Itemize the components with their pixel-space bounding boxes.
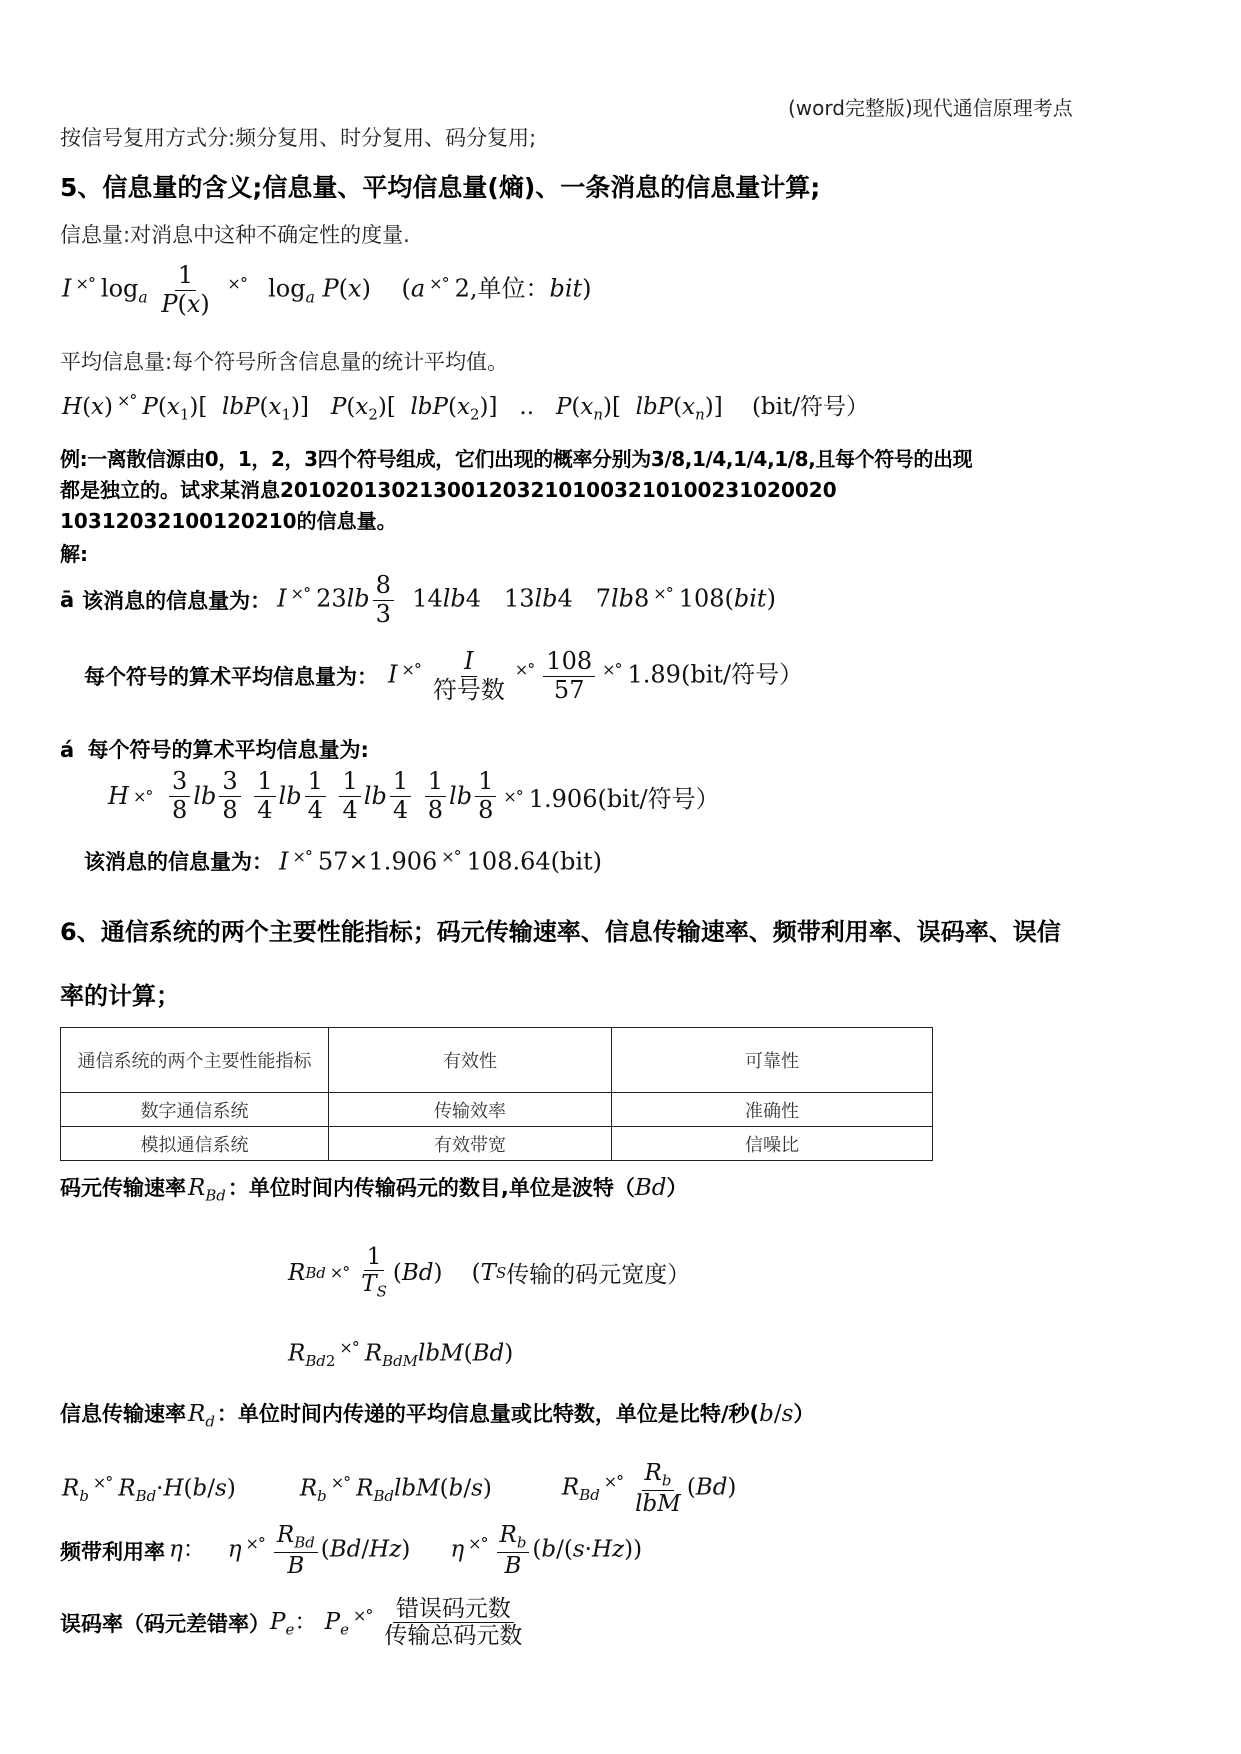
table-header-cell: 通信系统的两个主要性能指标 [61,1028,329,1093]
example-line-1: 例:一离散信源由0，1，2，3四个符号组成，它们出现的概率分别为3/8,1/4,1/4,1/8,且每个符号的出现 [60,447,973,471]
performance-table [60,1027,933,1161]
table-header-cell: 可靠性 [612,1028,933,1093]
ts-note: 传输的码元宽度） [506,1262,691,1289]
avg-arith-unit: (bit/符号） [680,660,804,689]
info-definition: 信息量:对消息中这种不确定性的度量. [60,223,410,247]
formula-unit-text: 2,单位： [454,274,550,303]
section-6-heading-1: 6、通信系统的两个主要性能指标；码元传输速率、信息传输速率、频带利用率、误码率、误信 [60,918,1061,946]
entropy-calc: H ×° $\frac{3}{8}$ lb $\frac{3}{8}$ $\frac{1}{4}$ lb $\frac{1}{4}$ $\frac{1}{4}$ lb $\frac{1}{4}$ $\frac{1}{8}$ lb $\frac{1}{8}$ ×° 1.906(bit/符号） [108,767,720,824]
total-count-label: 传输总码元数 [384,1623,523,1650]
symbol-rate-label: 码元传输速率 [60,1176,186,1200]
step-1-marker: ā [60,588,75,613]
info-rate-label: 信息传输速率 [60,1402,186,1426]
table-cell: 有效带宽 [329,1127,612,1161]
symbol-rate-formula-2: $R_{Bd2}^{\times^\circ}$ $R_{BdM}lbM(Bd)$ [288,1338,514,1371]
example-line-3: 10312032100120210的信息量。 [60,509,397,533]
step-2-line [60,734,369,764]
table-row [61,1093,933,1127]
entropy-result: 1.906(bit/符号） [528,784,720,813]
step-2-label: 每个符号的算术平均信息量为: [87,738,369,762]
table-cell: 模拟通信系统 [61,1127,329,1161]
avg-arith-line: 每个符号的算术平均信息量为： I ×° $\frac{I}{\text{符号数}}$ ×° $\frac{108}{57}$ ×° 1.89(bit/符号） [84,647,804,704]
bandwidth-efficiency-label: 频带利用率 [60,1539,165,1564]
table-cell: 数字通信系统 [61,1093,329,1127]
bandwidth-efficiency-line: 频带利用率 η： η ×° $\frac{R_{Bd}}{B}$ (Bd/Hz) η ×° $\frac{R_b}{B}$ (b/(s·Hz)) [60,1522,643,1579]
entropy-formula: H(x) ×° $P(x_1)$[ $lbP(x_1)$] $P(x_2)$[ $lbP(x_2)$] .. $P(x_n)$[ $lbP(x_n)$] (bit/符号） [62,391,869,424]
info-formula: I ×° $\log_a$ $\frac{1}{P(x)}$ ×° $\log_a P(x)$ (a ×° 2,单位：bit) [62,261,592,318]
info-rate-formulas: $R_b^{\times^\circ}$ $R_{Bd}\cdot H(b/s)$ $R_b^{\times^\circ}$ $R_{Bd}lbM(b/s)$ $R_{Bd}^{\times^\circ}$ $\frac{R_b}{\text{lbM}}$ (Bd) [62,1460,737,1517]
multiplexing-line: 按信号复用方式分:频分复用、时分复用、码分复用; [60,126,537,150]
info-rate-desc: ：单位时间内传递的平均信息量或比特数，单位是比特/秒( [216,1402,760,1426]
page-header: (word完整版)现代通信原理考点 [788,96,1073,120]
table-cell: 准确性 [612,1093,933,1127]
avg-arith-label: 每个符号的算术平均信息量为： [84,665,378,690]
final-info-product: 57×1.906 [317,847,438,876]
symbol-rate-desc: ：单位时间内传输码元的数目,单位是波特（ [227,1176,635,1200]
entropy-unit: (bit/符号） [751,394,869,420]
final-info-result: 108.64(bit) [466,847,603,876]
table-cell: 信噪比 [612,1127,933,1161]
section-6-heading-2: 率的计算； [60,982,180,1010]
symbol-rate-line: 码元传输速率 $R_{Bd}$ ：单位时间内传输码元的数目,单位是波特（ Bd ） [60,1172,687,1205]
table-header-row [61,1028,933,1093]
error-rate-label: 误码率（码元差错率） [60,1611,270,1636]
table-header-cell: 有效性 [329,1028,612,1093]
info-rate-line: 信息传输速率 $R_d$ ：单位时间内传递的平均信息量或比特数，单位是比特/秒( b/s ） [60,1398,814,1431]
step-1-line: ā 该消息的信息量为： I ×° 23lb $\frac{8}{3}$ 14lb4 13lb4 7lb8 ×° 108(bit) [60,571,776,628]
symbol-count-label: 符号数 [432,675,505,704]
example-line-2: 都是独立的。试求某消息2010201302130012032101003210100231020020 [60,478,837,502]
solution-label: 解: [60,542,88,566]
section-5-heading: 5、信息量的含义;信息量、平均信息量(熵)、一条消息的信息量计算; [60,173,821,202]
error-rate-line: 误码率（码元差错率） $P_e$： $P_e^{\times^\circ}$ $\frac{\text{错误码元数}}{\text{传输总码元数}}$ [60,1596,528,1650]
final-info-label: 该消息的信息量为： [84,850,273,874]
step-1-label: 该消息的信息量为： [82,589,272,614]
symbol-rate-formula: R Bd ×° $\frac{1}{T_S}$ ( Bd ) ( T S 传输的码元宽度） [288,1244,691,1302]
avg-info-definition: 平均信息量:每个符号所含信息量的统计平均值。 [60,350,509,374]
step-2-marker: á [60,738,75,762]
table-row [61,1127,933,1161]
final-info-line: 该消息的信息量为： I ×° 57×1.906 ×° 108.64(bit) [84,846,603,876]
error-count-label: 错误码元数 [393,1596,514,1623]
table-cell: 传输效率 [329,1093,612,1127]
